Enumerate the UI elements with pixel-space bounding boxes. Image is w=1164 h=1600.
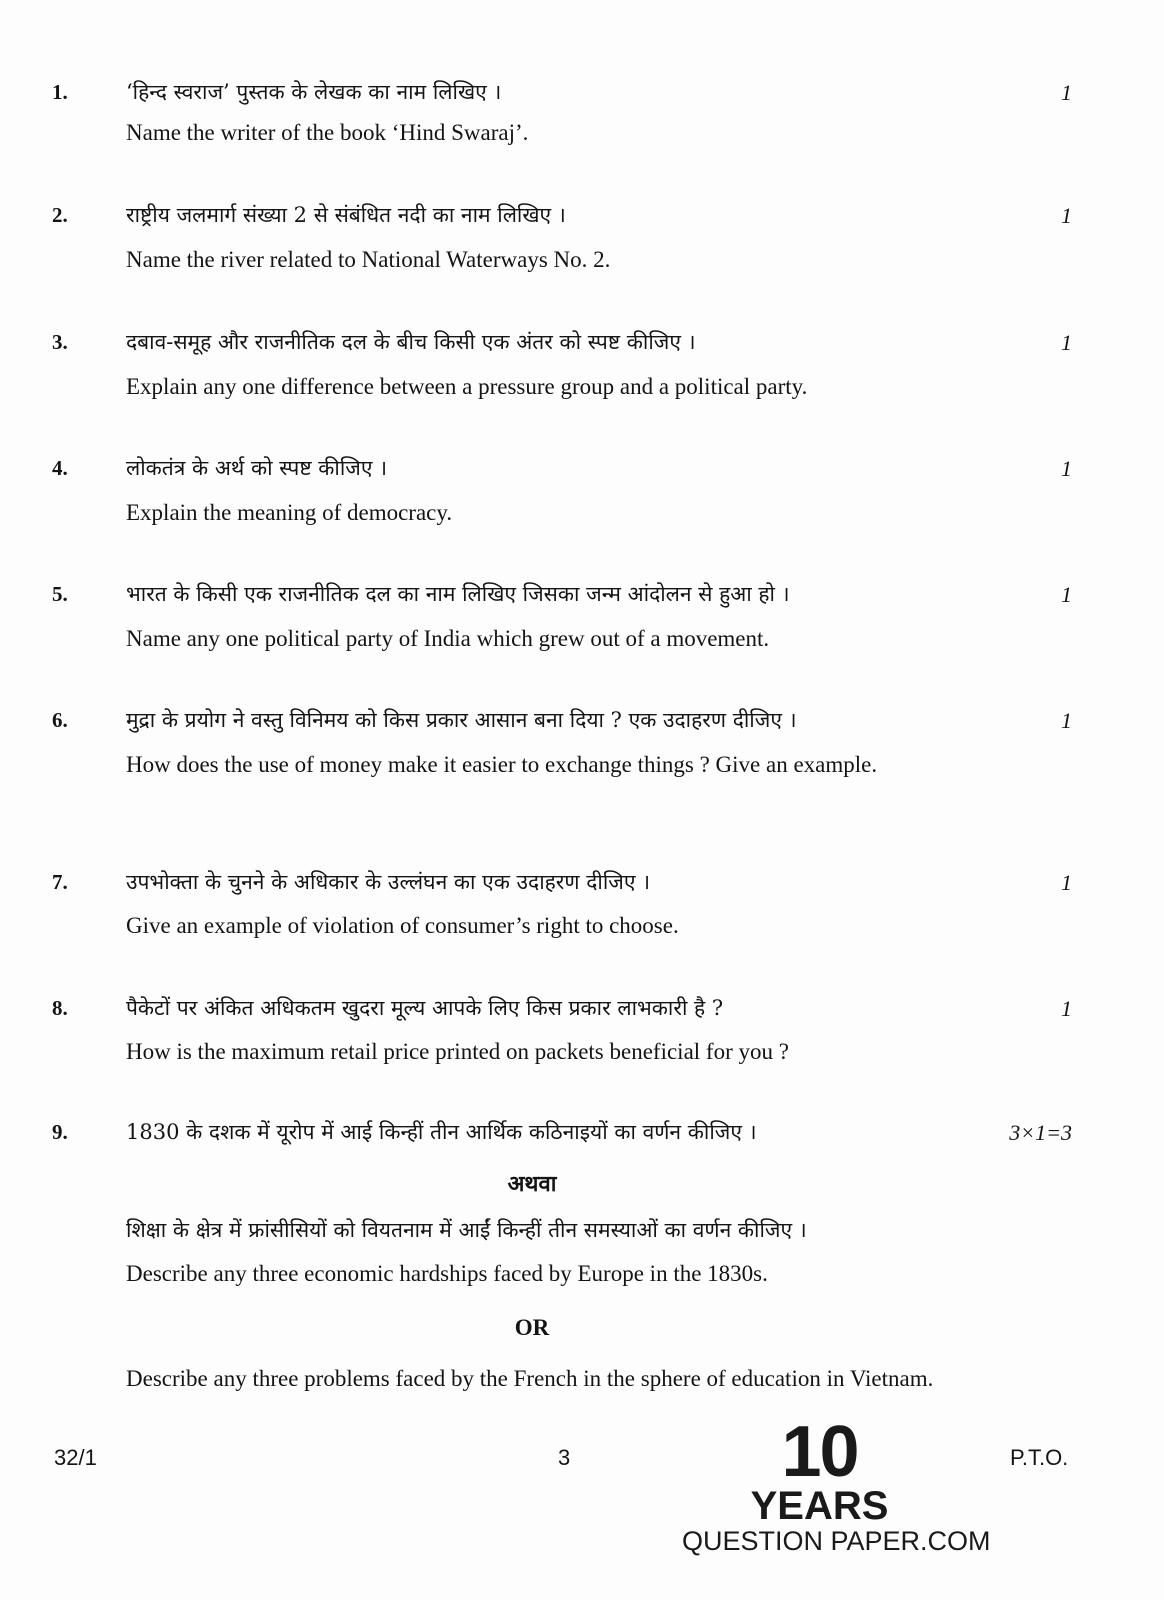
question-number: 5. [52,582,68,606]
watermark-logo [682,1412,991,1556]
marks: 1 [1061,870,1072,895]
question-number: 8. [52,996,68,1020]
question-text-hindi: मुद्रा के प्रयोग ने वस्तु विनिमय को किस प्रकार आसान बना दिया ? एक उदाहरण दीजिए । [126,708,797,732]
or-divider-hindi: अथवा [507,1171,557,1197]
question-text-hindi: पैकेटों पर अंकित अधिकतम खुदरा मूल्य आपके लिए किस प्रकार लाभकारी है ? [126,996,724,1020]
question-text-english: How is the maximum retail price printed on packets beneficial for you ? [126,1039,789,1064]
watermark-years: YEARS [750,1484,889,1528]
marks: 1 [1061,708,1072,733]
question-text-english: Give an example of violation of consumer’s right to choose. [126,913,679,938]
marks: 1 [1061,996,1072,1021]
question-number: 6. [52,708,68,732]
question-text-english: Name any one political party of India which grew out of a movement. [126,626,770,651]
question-text-hindi: राष्ट्रीय जलमार्ग संख्या 2 से संबंधित नदी का नाम लिखिए । [126,203,566,227]
question-text-english: Explain any one difference between a pressure group and a political party. [126,374,808,399]
watermark-site: QUESTION PAPER.COM [682,1526,991,1556]
question-text-english: Describe any three economic hardships faced by Europe in the 1830s. [126,1261,768,1286]
question-number: 7. [52,870,68,894]
or-divider-english: OR [514,1315,550,1340]
paper-code: 32/1 [54,1445,97,1470]
question-text-hindi: भारत के किसी एक राजनीतिक दल का नाम लिखिए जिसका जन्म आंदोलन से हुआ हो । [126,582,790,606]
page-number: 3 [558,1445,571,1470]
marks: 1 [1061,330,1072,355]
question-text-hindi: दबाव-समूह और राजनीतिक दल के बीच किसी एक अंतर को स्पष्ट कीजिए । [126,330,696,354]
marks: 3×1=3 [1009,1120,1072,1145]
marks: 1 [1061,456,1072,481]
alternative-text-english: Describe any three problems faced by the French in the sphere of education in Vietnam. [126,1366,934,1391]
marks: 1 [1061,203,1072,228]
watermark-number: 10 [781,1412,858,1492]
question-text-hindi: 1830 के दशक में यूरोप में आई किन्हीं तीन आर्थिक कठिनाइयों का वर्णन कीजिए । [126,1120,757,1144]
question-text-english: Explain the meaning of democracy. [126,500,453,525]
marks: 1 [1061,80,1072,105]
question-text-english: Name the writer of the book ‘Hind Swaraj’. [126,120,529,145]
question-number: 3. [52,330,68,354]
page-turn-over: P.T.O. [1010,1445,1069,1470]
question-text-english: Name the river related to National Waterways No. 2. [126,247,611,272]
question-text-hindi: ‘हिन्द स्वराज’ पुस्तक के लेखक का नाम लिखिए । [126,80,502,104]
alternative-text-hindi: शिक्षा के क्षेत्र में फ्रांसीसियों को वियतनाम में आईं किन्हीं तीन समस्याओं का वर्णन कीजिए । [126,1218,807,1242]
question-text-hindi: उपभोक्ता के चुनने के अधिकार के उल्लंघन का एक उदाहरण दीजिए । [126,870,651,894]
question-text-english: How does the use of money make it easier to exchange things ? Give an example. [126,752,878,777]
question-number: 2. [52,203,68,227]
question-number: 9. [52,1120,68,1144]
question-number: 1. [52,80,68,104]
question-number: 4. [52,456,68,480]
question-text-hindi: लोकतंत्र के अर्थ को स्पष्ट कीजिए । [126,456,388,480]
marks: 1 [1061,582,1072,607]
